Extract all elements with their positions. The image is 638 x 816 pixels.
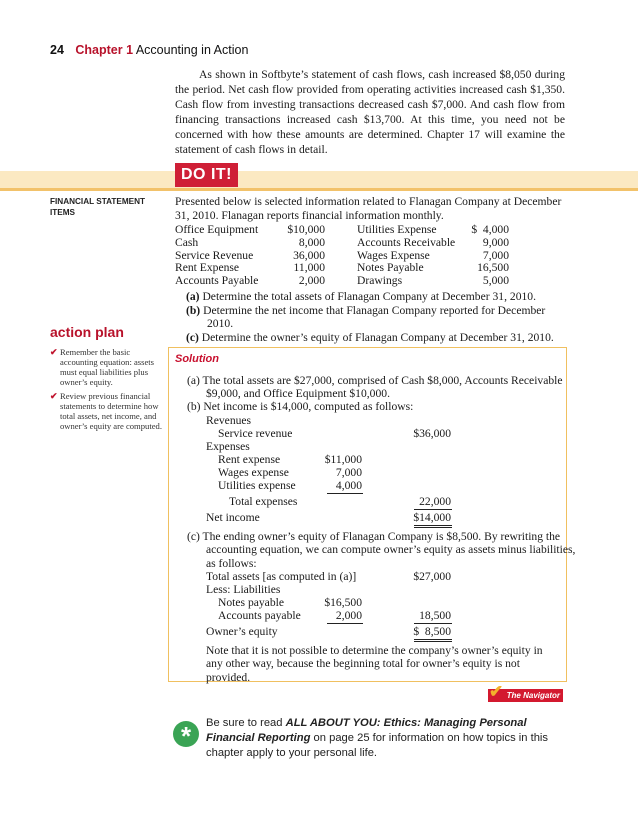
- revenues-label: Revenues: [206, 414, 252, 427]
- navigator-badge[interactable]: The Navigator: [488, 689, 563, 702]
- utilities-expense-amount: 4,000: [335, 479, 362, 492]
- action-plan-list: [50, 347, 168, 435]
- do-it-label: DO IT!: [175, 163, 238, 187]
- table-row: Accounts Payable 2,000 Drawings 5,000: [175, 274, 509, 288]
- chapter-label: Chapter 1: [75, 43, 134, 57]
- total-rule: [414, 509, 452, 510]
- rent-expense-label: Rent expense: [218, 453, 281, 466]
- notes-payable-label: Notes payable: [218, 596, 284, 609]
- wages-expense-label: Wages expense: [218, 466, 289, 479]
- question-part: (b) Determine the net income that Flanagan Company reported for December 2010.: [186, 303, 546, 330]
- double-rule-top: [414, 639, 452, 640]
- table-row: Service Revenue 36,000 Wages Expense 7,000: [175, 248, 509, 262]
- total-assets-label: Total assets [as computed in (a)]: [206, 570, 357, 583]
- liabilities-total: 18,500: [419, 609, 451, 622]
- navigator-check-icon: ✔: [489, 682, 504, 701]
- page-header: [50, 43, 248, 57]
- service-revenue-amount: $36,000: [413, 427, 451, 440]
- chapter-title: Accounting in Action: [135, 43, 249, 57]
- action-plan-item: ✔ Remember the basic accounting equation: assets must equal liabilities plus owner’s equity.: [50, 347, 155, 387]
- accounts-payable-label: Accounts payable: [218, 609, 301, 622]
- rent-expense-amount: $11,000: [324, 453, 362, 466]
- all-about-you-note: Be sure to read ALL ABOUT YOU: Ethics: Managing Personal Financial Reporting on page 25 for information on how topics in this chapter apply to your personal life.: [206, 717, 549, 760]
- question-part: (a) Determine the total assets of Flanagan Company at December 31, 2010.: [186, 290, 536, 303]
- owners-equity-label: Owner’s equity: [206, 625, 278, 638]
- question-parts: [186, 290, 566, 344]
- all-about-you-asterisk-icon: *: [173, 721, 199, 747]
- net-income-label: Net income: [206, 511, 260, 524]
- table-row: Office Equipment $10,000 Utilities Expense $ 4,000: [175, 223, 509, 236]
- table-row: Cash 8,000 Accounts Receivable 9,000: [175, 235, 509, 249]
- action-plan-item: ✔ Review previous financial statements to determine how total assets, net income, and owner’s equity are computed.: [50, 391, 162, 431]
- all-about-you-link[interactable]: ALL ABOUT YOU: Ethics: Managing Personal Financial Reporting: [206, 717, 527, 745]
- notes-payable-amount: $16,500: [324, 596, 362, 609]
- double-rule-bottom: [414, 641, 452, 642]
- page-number: 24: [50, 43, 64, 57]
- double-rule-bottom: [414, 527, 452, 528]
- question-part: (c) Determine the owner’s equity of Flanagan Company at December 31, 2010.: [186, 330, 554, 344]
- do-it-band: [0, 171, 638, 188]
- question-text: Presented below is selected information related to Flanagan Company at December 31, 2010. Flanagan reports financial information monthly.: [175, 195, 562, 222]
- subtotal-rule: [327, 623, 363, 624]
- solution-note: Note that it is not possible to determine the company’s owner’s equity in any other way, because the beginning total for owner’s equity is not provided.: [206, 644, 543, 684]
- expenses-label: Expenses: [206, 440, 250, 453]
- check-icon: ✔: [50, 391, 58, 401]
- solution-title: Solution: [175, 353, 219, 365]
- owners-equity-amount: $ 8,500: [413, 625, 451, 638]
- subtotal-rule: [327, 493, 363, 494]
- double-rule-top: [414, 525, 452, 526]
- less-liabilities-label: Less: Liabilities: [206, 583, 281, 596]
- total-assets-amount: $27,000: [413, 570, 451, 583]
- check-icon: ✔: [50, 347, 58, 357]
- total-expenses-amount: 22,000: [419, 495, 451, 508]
- service-revenue-label: Service revenue: [218, 427, 293, 440]
- table-row: Rent Expense 11,000 Notes Payable 16,500: [175, 261, 509, 275]
- intro-paragraph: As shown in Softbyte’s statement of cash flows, cash increased $8,050 during the period. Net cash flow provided from operating activities increased cash $1,350. Cash flow from investing transactions decreased cash $7,000. And cash flow from financing transactions increased cash $13,700. At this time, you need not be concerned with how these amounts are determined. Chapter 17 will examine the statement of cash flows in detail.: [175, 68, 565, 156]
- net-income-amount: $14,000: [413, 511, 451, 524]
- total-expenses-label: Total expenses: [229, 495, 298, 508]
- utilities-expense-label: Utilities expense: [218, 479, 296, 492]
- total-rule: [414, 623, 452, 624]
- action-plan-title: action plan: [50, 324, 124, 340]
- wages-expense-amount: 7,000: [335, 466, 362, 479]
- do-it-band-line: [0, 188, 638, 191]
- sidebar-heading: FINANCIAL STATEMENT ITEMS: [50, 197, 146, 217]
- info-table: [175, 224, 509, 288]
- accounts-payable-amount: 2,000: [335, 609, 362, 622]
- solution-part-c: (c) The ending owner’s equity of Flanagan Company is $8,500. By rewriting the accounting equation, we can compute owner’s equity as assets minus liabilities, as follows:: [187, 530, 576, 570]
- solution-part-b: (b) Net income is $14,000, computed as follows:: [187, 400, 414, 413]
- solution-part-a: (a) The total assets are $27,000, comprised of Cash $8,000, Accounts Receivable $9,000, and Office Equipment $10,000.: [187, 374, 563, 401]
